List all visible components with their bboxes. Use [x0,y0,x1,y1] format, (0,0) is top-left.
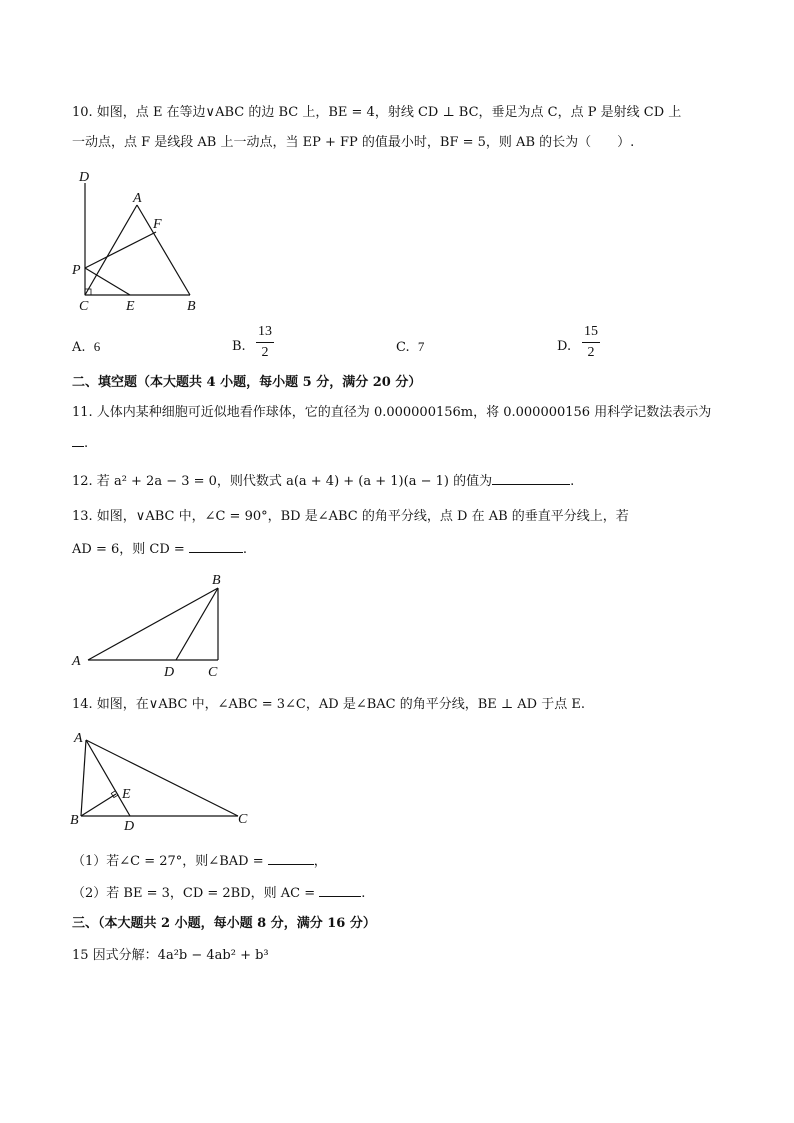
q10-option-b-fraction: 13 2 [258,324,272,360]
q11-answer-line: . [72,434,88,453]
q10-option-a: A. 6 [72,339,101,355]
q13-figure [68,570,238,680]
q10-label-D: D [79,170,90,185]
q15-text: 15 因式分解：4a²b − 4ab² + b³ [72,948,269,963]
q10-label-C: C [79,299,89,314]
q13-label-C: C [208,665,218,680]
q10-option-c: C. 7 [396,339,425,355]
q10-option-d-fraction: 15 2 [584,324,598,360]
q14-sub1: （1）若∠C = 27°，则∠BAD = ， [72,854,327,869]
q14-label-A: A [74,731,83,746]
q14-label-D: D [124,819,135,834]
q14-text-line1: 14. 如图，在∨ABC 中，∠ABC = 3∠C，AD 是∠BAC 的角平分线，BE ⊥ AD 于点 E. [72,697,585,712]
q14-label-E: E [122,787,131,802]
section3-title: 三、（本大题共 2 小题，每小题 8 分，满分 16 分） [72,916,376,931]
q10-label-A: A [133,191,142,206]
q10-label-E: E [126,299,135,314]
q14-sub2-answer-blank[interactable] [319,884,361,897]
q12-answer-blank[interactable] [492,472,570,485]
q14-sub2: （2）若 BE = 3，CD = 2BD，则 AC = . [72,886,366,901]
q14-figure [66,726,266,836]
section2-title: 二、填空题（本大题共 4 小题，每小题 5 分，满分 20 分） [72,375,422,390]
q13-answer-blank[interactable] [189,540,243,553]
q10-label-B: B [187,299,196,314]
q14-label-C: C [238,812,248,827]
q14-sub1-answer-blank[interactable] [268,852,314,865]
q10-label-P: P [72,263,81,278]
q10-label-F: F [153,217,162,232]
q10-text-line2: 一动点，点 F 是线段 AB 上一动点，当 EP + FP 的值最小时，BF = 5，则 AB 的长为（ ）. [72,135,635,150]
q11-text-line1: 11. 人体内某种细胞可近似地看作球体，它的直径为 0.000000156m，将 0.000000156 用科学记数法表示为 [72,405,712,420]
q10-option-b-label: B. [232,339,246,354]
q12-text: 12. 若 a² + 2a − 3 = 0，则代数式 a(a + 4) + (a + 1)(a − 1) 的值为 . [72,474,575,489]
q10-text-line1: 10. 如图，点 E 在等边∨ABC 的边 BC 上，BE = 4，射线 CD ⊥ BC，垂足为点 C，点 P 是射线 CD 上 [72,105,682,120]
q13-label-B: B [212,573,221,588]
q13-label-D: D [164,665,175,680]
q13-text-line2: AD = 6，则 CD = . [72,542,248,557]
q11-answer-blank[interactable] [72,434,84,447]
q14-label-B: B [70,813,79,828]
q13-text-line1: 13. 如图，∨ABC 中，∠C = 90°，BD 是∠ABC 的角平分线，点 D 在 AB 的垂直平分线上，若 [72,509,629,524]
q10-figure [60,165,220,315]
q13-label-A: A [72,654,81,669]
q10-option-d-label: D. [557,339,572,354]
